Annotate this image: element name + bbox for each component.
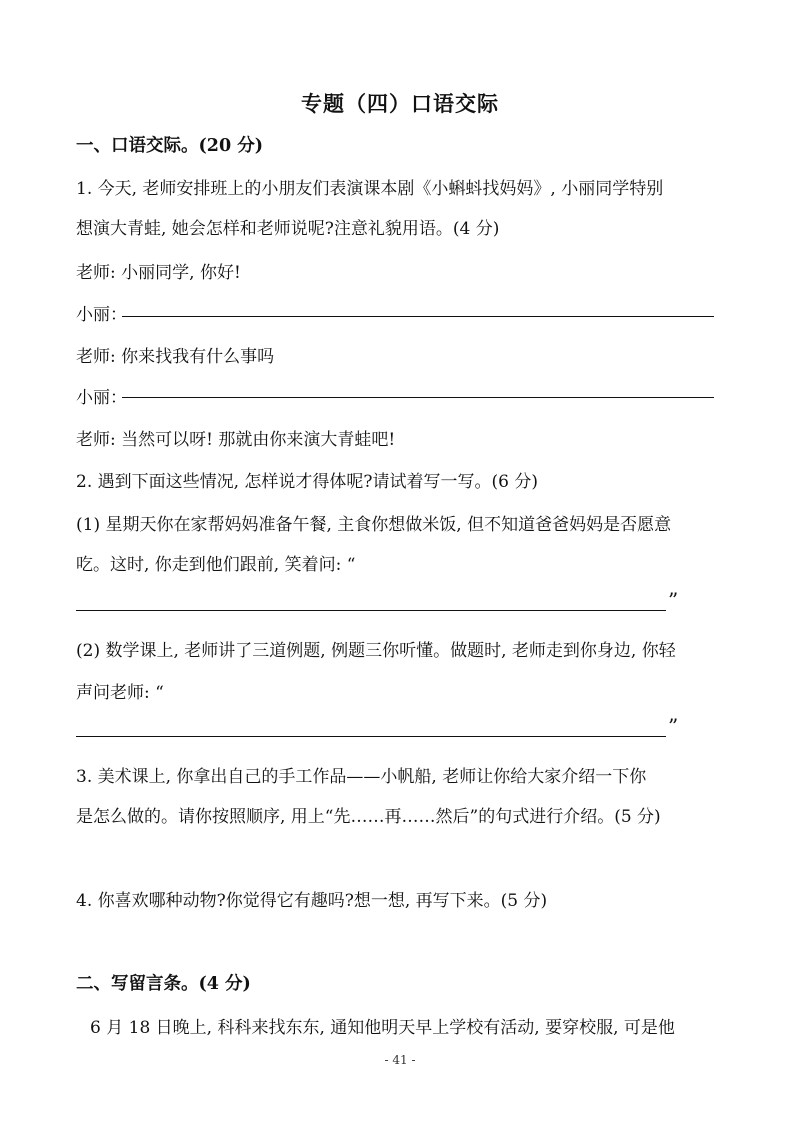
section-2-text-line1: 6 月 18 日晚上, 科科来找东东, 通知他明天早上学校有活动, 要穿校服, 可是他 xyxy=(90,1018,675,1038)
page-number: - 41 - xyxy=(384,1053,416,1067)
q4-text: 4. 你喜欢哪种动物?你觉得它有趣吗?想一想, 再写下来。(5 分) xyxy=(76,891,548,911)
q3-text-line1: 3. 美术课上, 你拿出自己的手工作品——小帆船, 老师让你给大家介绍一下你 xyxy=(76,767,647,787)
q2-item1-line1: (1) 星期天你在家帮妈妈准备午餐, 主食你想做米饭, 但不知道爸爸妈妈是否愿意 xyxy=(76,515,672,535)
answer-line-2[interactable] xyxy=(122,397,714,398)
close-quote-2: ” xyxy=(668,714,679,738)
section-2-heading: 二、写留言条。(4 分) xyxy=(76,974,251,994)
q3-text-line2: 是怎么做的。请你按照顺序, 用上“先……再……然后”的句式进行介绍。(5 分) xyxy=(76,807,661,827)
q2-intro: 2. 遇到下面这些情况, 怎样说才得体呢?请试着写一写。(6 分) xyxy=(76,472,539,492)
section-1-heading: 一、口语交际。(20 分) xyxy=(76,136,264,156)
answer-line-4[interactable] xyxy=(76,736,666,737)
dialogue-xiaoli-label-2: 小丽： xyxy=(76,388,127,408)
q1-text-line2: 想演大青蛙, 她会怎样和老师说呢?注意礼貌用语。(4 分) xyxy=(76,219,500,239)
answer-line-1[interactable] xyxy=(122,316,714,317)
q2-item1-line2: 吃。这时, 你走到他们跟前, 笑着问: “ xyxy=(76,555,356,575)
dialogue-teacher-1: 老师: 小丽同学, 你好! xyxy=(76,263,241,283)
dialogue-teacher-2: 老师: 你来找我有什么事吗 xyxy=(76,347,275,367)
q2-item2-line1: (2) 数学课上, 老师讲了三道例题, 例题三你听懂。做题时, 老师走到你身边, 你轻 xyxy=(76,641,676,661)
close-quote-1: ” xyxy=(668,588,679,612)
dialogue-xiaoli-label-1: 小丽： xyxy=(76,305,127,325)
q1-text-line1: 1. 今天, 老师安排班上的小朋友们表演课本剧《小蝌蚪找妈妈》, 小丽同学特别 xyxy=(76,179,664,199)
dialogue-teacher-3: 老师: 当然可以呀! 那就由你来演大青蛙吧! xyxy=(76,430,396,450)
answer-line-3[interactable] xyxy=(76,610,666,611)
page-title: 专题（四）口语交际 xyxy=(301,91,499,116)
q2-item2-line2: 声问老师: “ xyxy=(76,683,164,703)
